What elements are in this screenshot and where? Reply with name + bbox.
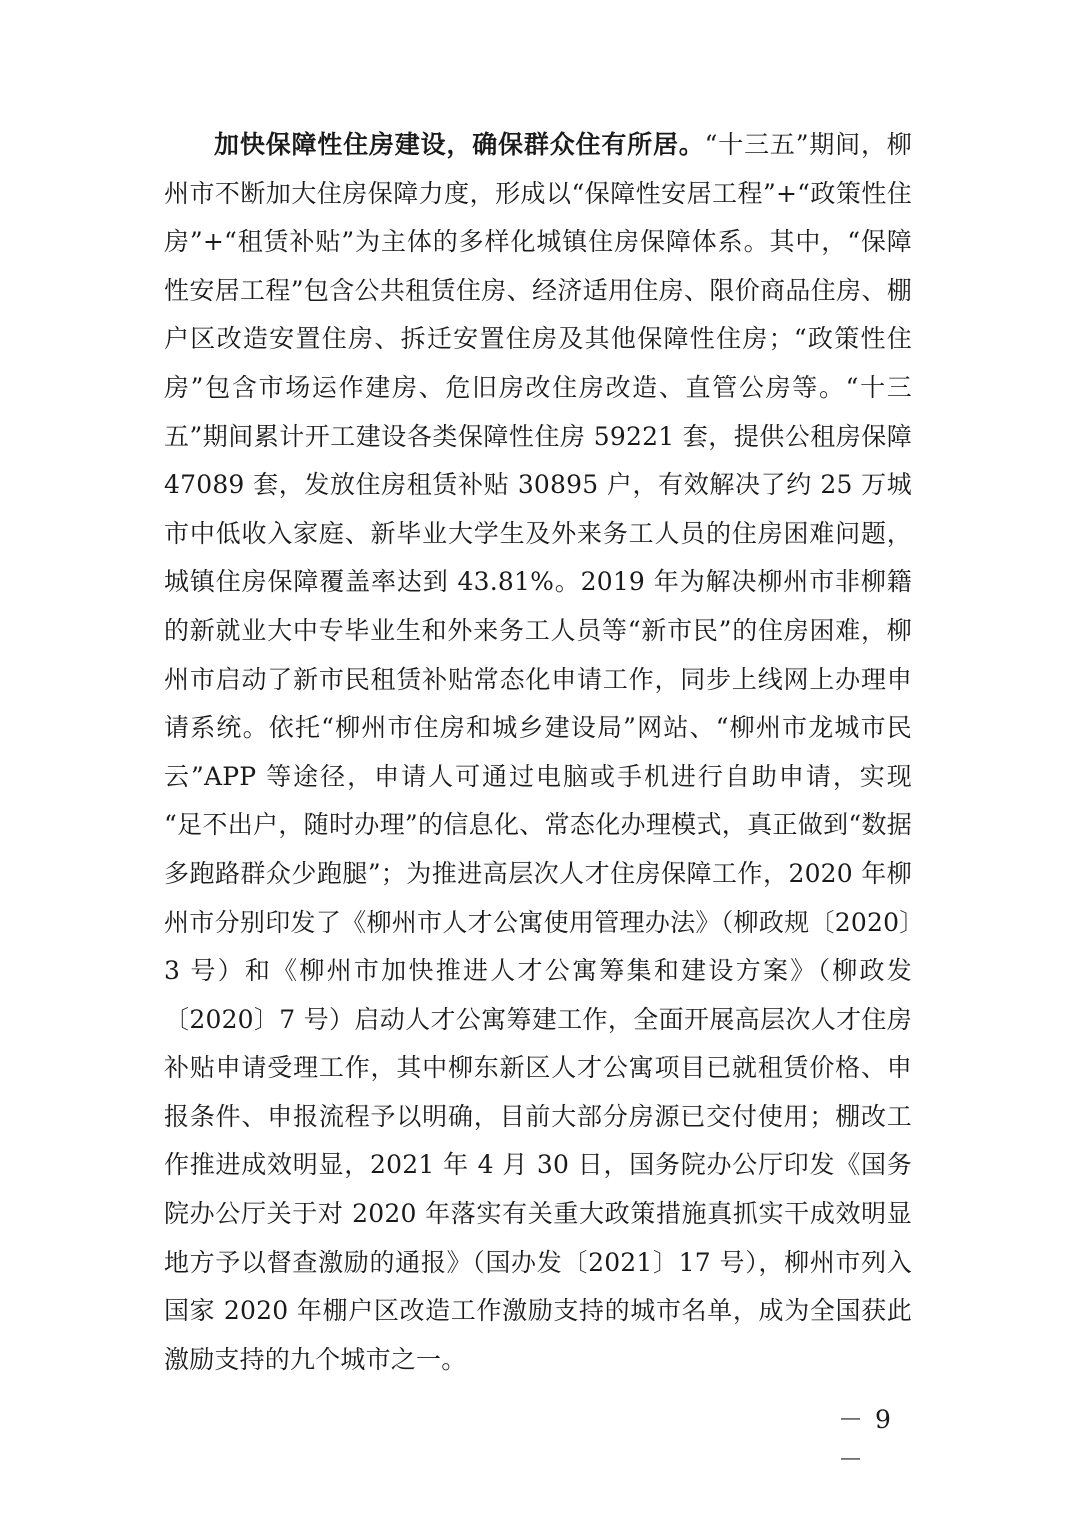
lead-sentence: 加快保障性住房建设，确保群众住有所居。 — [214, 130, 705, 159]
body-paragraph — [164, 121, 912, 1384]
page-number: － 9 － — [838, 1405, 893, 1474]
paragraph-text: “十三五”期间，柳州市不断加大住房保障力度，形成以“保障性安居工程”+“政策性住房”+“租赁补贴”为主体的多样化城镇住房保障体系。其中，“保障性安居工程”包含公共租赁住房、经济适用住房、限价商品住房、棚户区改造安置住房、拆迁安置住房及其他保障性住房；“政策性住房”包含市场运作建房、危旧房改住房改造、直管公房等。“十三五”期间累计开工建设各类保障性住房 59221 套，提供公租房保障 47089 套，发放住房租赁补贴 30895 户，有效解决了约 25 万城市中低收入家庭、新毕业大学生及外来务工人员的住房困难问题，城镇住房保障覆盖率达到 43.81%。2019 年为解决柳州市非柳籍的新就业大中专毕业生和外来务工人员等“新市民”的住房困难，柳州市启动了新市民租赁补贴常态化申请工作，同步上线网上办理申请系统。依托“柳州市住房和城乡建设局”网站、“柳州市龙城市民云”APP 等途径，申请人可通过电脑或手机进行自助申请，实现 “足不出户，随时办理”的信息化、常态化办理模式，真正做到“数据多跑路群众少跑腿”；为推进高层次人才住房保障工作，2020 年柳州市分别印发了《柳州市人才公寓使用管理办法》（柳政规〔2020〕3 号）和《柳州市加快推进人才公寓筹集和建设方案》（柳政发〔2020〕7 号）启动人才公寓筹建工作，全面开展高层次人才住房补贴申请受理工作，其中柳东新区人才公寓项目已就租赁价格、申报条件、申报流程予以明确，目前大部分房源已交付使用；棚改工作推进成效明显，2021 年 4 月 30 日，国务院办公厅印发《国务院办公厅关于对 2020 年落实有关重大政策措施真抓实干成效明显地方予以督查激励的通报》（国办发〔2021〕17 号），柳州市列入国家 2020 年棚户区改造工作激励支持的城市名单，成为全国获此激励支持的九个城市之一。 — [164, 130, 912, 1374]
